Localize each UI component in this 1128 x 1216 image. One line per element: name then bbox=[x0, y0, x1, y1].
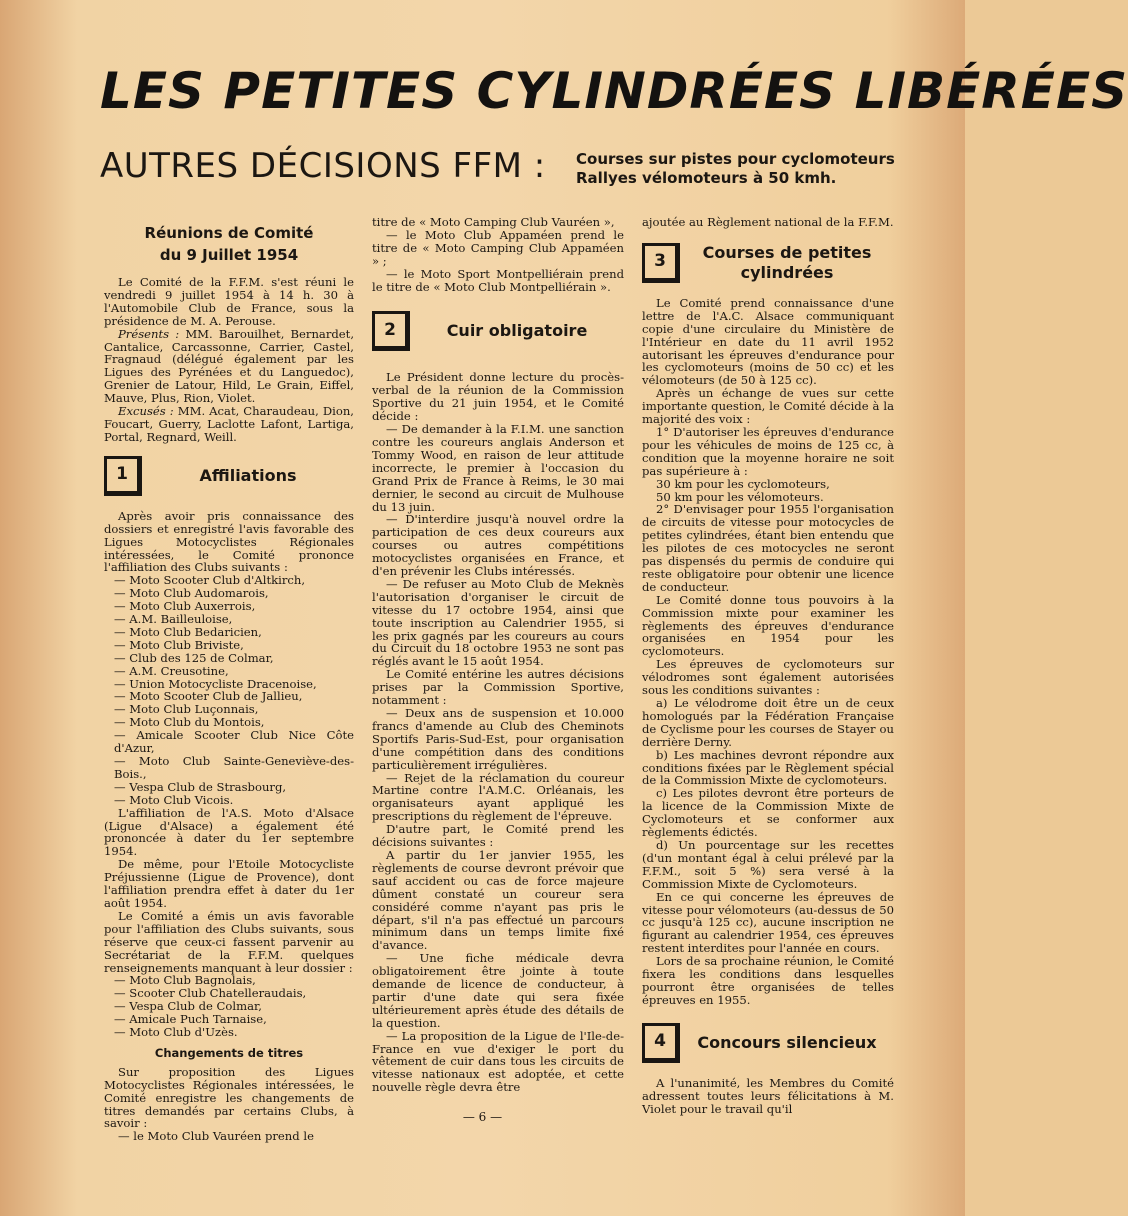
paragraph: 2° D'envisager pour 1955 l'organisation de circuits de vitesse pour motocycles de petites cylindrées, étant bien entendu que les pilotes de ces motocycles ne seront pas dispensés du permis de conduire qui reste obligatoire pour obtenir une licence de conducteur. bbox=[642, 502, 894, 594]
paragraph: Le Comité donne tous pouvoirs à la Commission mixte pour examiner les règlements des épreuves d'endurance organisées en 1954 pour les cyclomoteurs. bbox=[642, 592, 894, 659]
column-2 bbox=[372, 216, 624, 1094]
list-item: — Moto Scooter Club de Jallieu, bbox=[114, 689, 303, 704]
column-1 bbox=[104, 216, 354, 1143]
list-item: — Moto Club Luçonnais, bbox=[114, 702, 259, 717]
meeting-title-line-2: du 9 Juillet 1954 bbox=[159, 246, 299, 264]
paragraph: Le Président donne lecture du procès-verbal de la réunion de la Commission Sportive du 21 juin 1954, et le Comité décide : bbox=[372, 370, 624, 424]
subtitle-right-line-1: Courses sur pistes pour cyclomoteurs bbox=[576, 150, 895, 168]
affiliation-etoile: De même, pour l'Etoile Motocycliste Préjussienne (Ligue de Provence), dont l'affiliation prendra effet à dater du 1er août 1954. bbox=[104, 857, 354, 910]
list-item: — Moto Club Bagnolais, bbox=[114, 973, 256, 988]
meeting-intro: Le Comité de la F.F.M. s'est réuni le vendredi 9 juillet 1954 à 14 h. 30 à l'Automobile Club de France, sous la présidence de M. A. Perouse. bbox=[104, 275, 354, 328]
paragraph: — De demander à la F.I.M. une sanction contre les coureurs anglais Anderson et Tommy Wood, en raison de leur attitude incorrecte, le premier à l'occasion du Grand Prix de France à Reims, le 30 mai dernier, le second au circuit de Mulhouse du 13 juin. bbox=[372, 422, 624, 514]
paragraph: D'autre part, le Comité prend les décisions suivantes : bbox=[372, 822, 624, 850]
list-item: — Amicale Scooter Club Nice Côte d'Azur, bbox=[114, 728, 354, 756]
changes-third: — le Moto Sport Montpelliérain prend le titre de « Moto Club Montpelliérain ». bbox=[372, 266, 624, 294]
section-2-number: 2 bbox=[372, 311, 410, 351]
paragraph: — Deux ans de suspension et 10.000 francs d'amende au Club des Cheminots Sportifs Paris-Sud-Est, pour organisation d'une compétition dans des conditions particulièrement irrégulières. bbox=[372, 706, 624, 772]
paragraph: Le Comité prend connaissance d'une lettre de l'A.C. Alsace communiquant copie d'une circulaire du Ministère de l'Intérieur en date du 11 avril 1952 autorisant les épreuves d'endurance pour les cyclomoteurs (moins de 50 cc) et les vélomoteurs (de 50 à 125 cc). bbox=[642, 295, 894, 388]
section-4-number: 4 bbox=[642, 1023, 680, 1063]
presents-label: Présents : bbox=[118, 326, 180, 341]
paragraph: Après un échange de vues sur cette importante question, le Comité décide à la majorité des voix : bbox=[642, 386, 894, 427]
list-item: — Club des 125 de Colmar, bbox=[114, 650, 274, 665]
subtitle-right bbox=[576, 150, 936, 188]
club-list-2 bbox=[104, 974, 354, 1039]
changes-title: Changements de titres bbox=[154, 1045, 304, 1060]
paragraph: Le Comité entérine les autres décisions prises par la Commission Sportive, notamment : bbox=[372, 667, 624, 708]
changes-intro: Sur proposition des Ligues Motocyclistes Régionales intéressées, le Comité enregistre les changements de titres demandés par certains Clubs, à savoir : bbox=[104, 1064, 354, 1131]
column-3 bbox=[642, 216, 894, 1115]
list-item: — Moto Club Vicois. bbox=[114, 792, 234, 807]
section-1-title: Affiliations bbox=[199, 465, 297, 485]
presents-list: MM. Barouilhet, Bernardet, Cantalice, Carcassonne, Carrier, Castel, Fragnaud (délégué également par les Ligues des Pyrénées et du Languedoc), Grenier de Latour, Hild, Le Grain, Eiffel, Mauve, Plus, Rion, Violet. bbox=[104, 326, 355, 406]
paragraph: — Une fiche médicale devra obligatoirement être jointe à toute demande de licence de conducteur, à partir d'une date qui sera fixée ultérieurement après étude des détails de la question. bbox=[372, 951, 624, 1030]
section-4-title: Concours silencieux bbox=[697, 1032, 877, 1052]
list-item: — Moto Scooter Club d'Altkirch, bbox=[114, 573, 306, 588]
paragraph: 50 km pour les vélomoteurs. bbox=[656, 489, 824, 504]
affiliations-intro: Après avoir pris connaissance des dossiers et enregistré l'avis favorable des Ligues Motocyclistes Régionales intéressées, le Comité prononce l'affiliation des Clubs suivants : bbox=[104, 508, 354, 575]
section-1-number: 1 bbox=[104, 456, 142, 496]
paragraph: — Rejet de la réclamation du coureur Martine contre l'A.M.C. Orléanais, les organisateurs ayant appliqué les prescriptions du règlement de l'épreuve. bbox=[372, 770, 624, 824]
meeting-title-line-1: Réunions de Comité bbox=[144, 224, 314, 242]
section-3-number: 3 bbox=[642, 243, 680, 283]
section-3-header bbox=[642, 243, 894, 283]
page-number: — 6 — bbox=[462, 1110, 503, 1124]
list-item: — Moto Club Audomarois, bbox=[114, 586, 269, 601]
paragraph: c) Les pilotes devront être porteurs de la licence de la Commission Mixte de Cyclomoteurs et se conformer aux règlements édictés. bbox=[642, 786, 894, 840]
list-item: — A.M. Bailleuloise, bbox=[114, 612, 233, 627]
section-4-header bbox=[642, 1023, 894, 1063]
paragraph: — La proposition de la Ligue de l'Ile-de-France en vue d'exiger le port du vêtement de cuir dans tous les circuits de vitesse nationaux est adoptée, et cette nouvelle règle devra être bbox=[372, 1028, 624, 1095]
paragraph: 30 km pour les cyclomoteurs, bbox=[656, 476, 830, 491]
paragraph: A l'unanimité, les Membres du Comité adressent toutes leurs félicitations à M. Violet pour le travail qu'il bbox=[642, 1075, 894, 1116]
presents-paragraph bbox=[104, 328, 354, 405]
club-list bbox=[104, 574, 354, 806]
list-item: — Vespa Club de Colmar, bbox=[114, 999, 262, 1014]
paragraph: En ce qui concerne les épreuves de vitesse pour vélomoteurs (au-dessus de 50 cc jusqu'à 125 cc), aucune inscription ne figurant au calendrier 1954, ces épreuves restent interdites pour l'année en cours. bbox=[642, 889, 894, 956]
list-item: — Moto Club du Montois, bbox=[114, 715, 265, 730]
section-2-header bbox=[372, 311, 624, 351]
list-item: — A.M. Creusotine, bbox=[114, 663, 229, 678]
changes-continued: titre de « Moto Camping Club Vauréen », bbox=[372, 215, 615, 229]
affiliation-alsace: L'affiliation de l'A.S. Moto d'Alsace (Ligue d'Alsace) a également été prononcée à dater du 1er septembre 1954. bbox=[104, 805, 354, 859]
paragraph: 1° D'autoriser les épreuves d'endurance pour les véhicules de moins de 125 cc, à condition que la moyenne horaire ne soit pas supérieure à : bbox=[642, 424, 894, 478]
list-item: — Union Motocycliste Dracenoise, bbox=[114, 676, 317, 691]
paragraph: Les épreuves de cyclomoteurs sur vélodromes sont également autorisées sous les conditions suivantes : bbox=[642, 657, 894, 698]
paragraph: — De refuser au Moto Club de Meknès l'autorisation d'organiser le circuit de vitesse du 17 octobre 1954, ainsi que toute inscription au Calendrier 1955, si les prix gagnés par les coureurs au cours du Circuit du 18 octobre 1953 ne sont pas réglés avant le 15 août 1954. bbox=[372, 576, 624, 669]
list-item: — Amicale Puch Tarnaise, bbox=[114, 1012, 267, 1027]
meeting-title bbox=[104, 222, 354, 266]
list-item: — Moto Club Bedaricien, bbox=[114, 624, 262, 639]
changes-second: — le Moto Club Appaméen prend le titre de « Moto Camping Club Appaméen » ; bbox=[372, 227, 624, 268]
affiliation-reserve: Le Comité a émis un avis favorable pour l'affiliation des Clubs suivants, sous réserve que ceux-ci fassent parvenir au Secrétariat de la F.F.M. quelques renseignements manquant à leur dossier : bbox=[104, 908, 354, 975]
list-item: — Moto Club Briviste, bbox=[114, 637, 244, 652]
paragraph: b) Les machines devront répondre aux conditions fixées par le Règlement spécial de la Commission Mixte de cyclomoteurs. bbox=[642, 747, 894, 788]
list-item: — Scooter Club Chatelleraudais, bbox=[114, 986, 307, 1001]
excuses-label: Excusés : bbox=[118, 404, 174, 419]
paragraph: — D'interdire jusqu'à nouvel ordre la participation de ces deux coureurs aux courses ou autres compétitions motocyclistes organisées en France, et d'en prévenir les Clubs intéressés. bbox=[372, 512, 624, 579]
headline: LES PETITES CYLINDRÉES LIBÉRÉES bbox=[100, 62, 1128, 120]
paragraph: a) Le vélodrome doit être un de ceux homologués par la Fédération Française de Cyclisme pour les courses de Stayer ou derrière Derny. bbox=[642, 696, 894, 749]
paragraph: Lors de sa prochaine réunion, le Comité fixera les conditions dans lesquelles pourront être organisées de telles épreuves en 1955. bbox=[642, 954, 894, 1007]
subtitle-right-line-2: Rallyes vélomoteurs à 50 kmh. bbox=[576, 169, 837, 187]
list-item: — Moto Club Sainte-Geneviève-des-Bois., bbox=[114, 754, 354, 781]
list-item: — Vespa Club de Strasbourg, bbox=[114, 779, 287, 794]
changes-first: — le Moto Club Vauréen prend le bbox=[118, 1129, 314, 1144]
excuses-list: MM. Acat, Charaudeau, Dion, Foucart, Guerry, Laclotte Lafont, Lartiga, Portal, Regnard, Weill. bbox=[104, 404, 354, 444]
continued-text: ajoutée au Règlement national de la F.F.M. bbox=[642, 215, 894, 229]
subtitle-left: AUTRES DÉCISIONS FFM : bbox=[100, 146, 546, 186]
section-3-title: Courses de petites cylindrées bbox=[702, 242, 872, 282]
paragraph: A partir du 1er janvier 1955, les règlements de course devront prévoir que sauf accident ou cas de force majeure dûment constaté un coureur sera considéré comme n'ayant pas pris le départ, s'il n'a pas effectué un parcours minimum dans un temps limite fixé d'avance. bbox=[372, 847, 624, 953]
list-item: — Moto Club d'Uzès. bbox=[114, 1025, 238, 1040]
paragraph: d) Un pourcentage sur les recettes (d'un montant égal à celui prélevé par la F.F.M., soit 5 %) sera versé à la Commission Mixte de Cyclomoteurs. bbox=[642, 837, 894, 891]
excuses-paragraph bbox=[104, 405, 354, 444]
section-2-title: Cuir obligatoire bbox=[446, 321, 588, 341]
section-1-header bbox=[104, 456, 354, 496]
list-item: — Moto Club Auxerrois, bbox=[114, 599, 256, 614]
